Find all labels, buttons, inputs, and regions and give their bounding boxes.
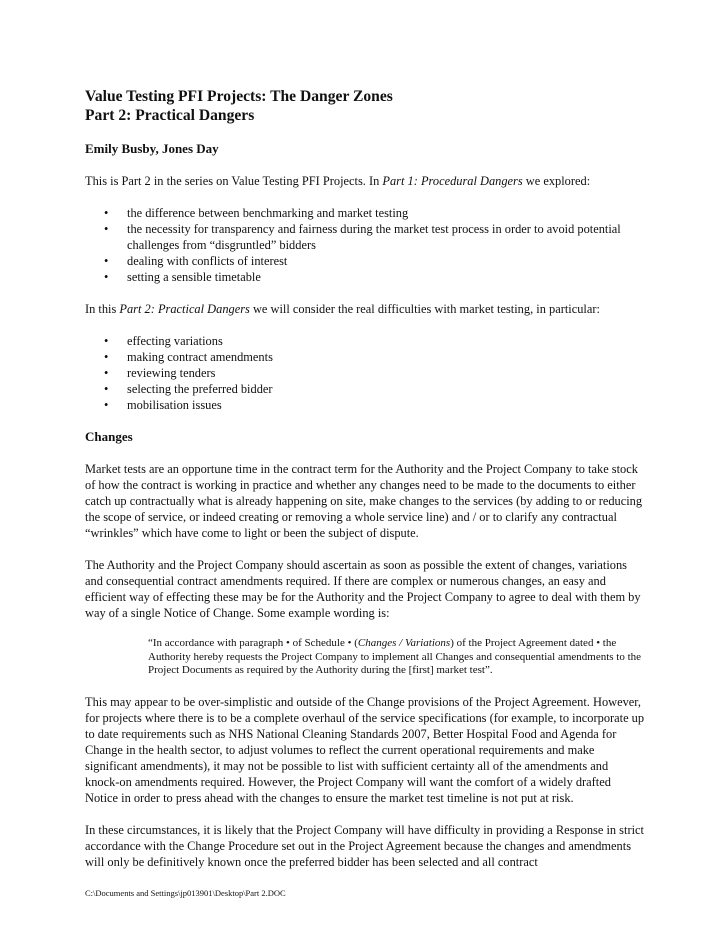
part2-italic-reference: Part 2: Practical Dangers	[119, 302, 250, 316]
bullet-icon: •	[104, 382, 109, 396]
bullet-icon: •	[104, 366, 109, 380]
title-line-1: Value Testing PFI Projects: The Danger Zones	[85, 88, 393, 105]
list-item-text: the necessity for transparency and fairness during the market test process in order to avoid potential challenges from “disgruntled” bidders	[127, 222, 621, 252]
quote-italic-reference: Changes / Variations	[357, 637, 451, 649]
bullet-icon: •	[104, 398, 109, 412]
quote-text: “In accordance with paragraph • of Schedule • (	[148, 637, 358, 649]
bullet-icon: •	[104, 222, 109, 236]
intro-paragraph	[85, 173, 645, 189]
document-body	[85, 87, 645, 870]
author-line: Emily Busby, Jones Day	[85, 141, 219, 156]
part1-topic-list	[85, 205, 645, 285]
body-paragraph-3: This may appear to be over-simplistic and outside of the Change provisions of the Project Agreement. However, for projects where there is to be a complete overhaul of the service specifications (for example, to incorporate up to date requirements such as NHS National Cleaning Standards 2007, Better Hospital Food and Agenda for Change in the health sector, to adjust volumes to reflect the current operational requirements and make significant amendments), it may not be possible to list with sufficient certainty all of the amendments and knock-on amendments required. However, the Project Company will want the comfort of a widely drafted Notice in order to press ahead with the changes to ensure the market test timeline is not put at risk.	[85, 694, 645, 805]
file-path-footer: C:\Documents and Settings\jp013901\Desktop\Part 2.DOC	[85, 888, 286, 898]
part2-intro-paragraph	[85, 301, 645, 317]
title-line-2: Part 2: Practical Dangers	[85, 107, 255, 124]
part2-intro-text: In this	[85, 302, 120, 316]
document-title	[85, 87, 645, 125]
list-item-text: reviewing tenders	[127, 366, 216, 380]
intro-italic-reference: Part 1: Procedural Dangers	[382, 174, 523, 188]
bullet-icon: •	[104, 270, 109, 284]
list-item	[85, 253, 645, 269]
list-item-text: selecting the preferred bidder	[127, 382, 273, 396]
list-item	[85, 381, 645, 397]
bullet-icon: •	[104, 206, 109, 220]
list-item-text: mobilisation issues	[127, 398, 222, 412]
quote-text-end: ) of the Project Agreement dated • the Authority hereby requests the Project Company to implement all Changes and consequential amendments to the Project Documents as required by the Authority during the [first] market test”.	[148, 637, 642, 676]
body-paragraph-2: The Authority and the Project Company should ascertain as soon as possible the extent of changes, variations and consequential contract amendments required. If there are complex or numerous changes, an easy and efficient way of effecting these may be for the Authority and the Project Company to agree to deal with them by way of a single Notice of Change. Some example wording is:	[85, 558, 641, 620]
list-item	[85, 269, 645, 285]
part2-intro-text-end: we will consider the real difficulties with market testing, in particular:	[249, 302, 600, 316]
example-wording-quote	[148, 637, 643, 678]
list-item-text: the difference between benchmarking and market testing	[127, 206, 409, 220]
bullet-icon: •	[104, 254, 109, 268]
list-item-text: effecting variations	[127, 334, 223, 348]
part2-topic-list	[85, 333, 645, 413]
list-item	[85, 397, 645, 413]
list-item	[85, 349, 645, 365]
list-item	[85, 221, 645, 253]
list-item-text: setting a sensible timetable	[127, 270, 261, 284]
list-item-text: dealing with conflicts of interest	[127, 254, 288, 268]
bullet-icon: •	[104, 334, 109, 348]
intro-text-end: we explored:	[522, 174, 591, 188]
list-item-text: making contract amendments	[127, 350, 273, 364]
section-heading-changes: Changes	[85, 429, 133, 444]
body-paragraph-4: In these circumstances, it is likely that the Project Company will have difficulty in providing a Response in strict accordance with the Change Procedure set out in the Project Agreement because the changes and amendments will only be definitively known once the preferred bidder has been selected and all contract	[85, 822, 644, 869]
bullet-icon: •	[104, 350, 109, 364]
list-item	[85, 365, 645, 381]
body-paragraph-1: Market tests are an opportune time in the contract term for the Authority and the Project Company to take stock of how the contract is working in practice and whether any changes need to be made to the documents to either catch up contractually what is already happening on site, make changes to the services (by adding to or reducing the scope of service, or indeed creating or removing a whole service line) and / or to clarify any contractual “wrinkles” which have come to light or been the subject of dispute.	[85, 462, 643, 540]
list-item	[85, 205, 645, 221]
intro-text: This is Part 2 in the series on Value Testing PFI Projects. In	[85, 174, 383, 188]
list-item	[85, 333, 645, 349]
